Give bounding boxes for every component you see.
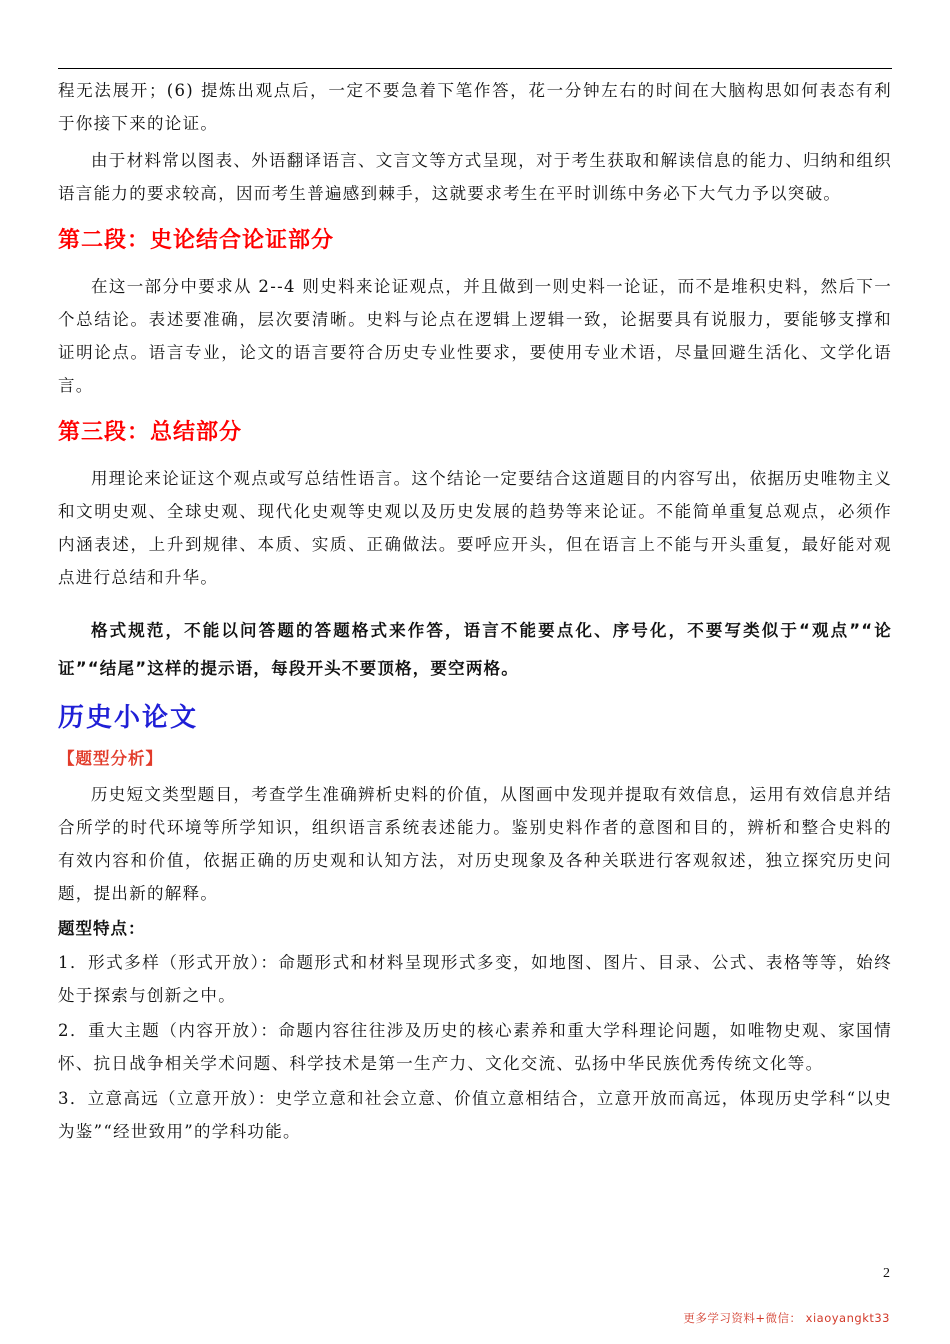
section3-body: 用理论来论证这个观点或写总结性语言。这个结论一定要结合这道题目的内容写出，依据历史唯物主义和文明史观、全球史观、现代化史观等史观以及历史发展的趋势等来论证。不能简单重复总观点，必须作内涵表述，上升到规律、本质、实质、正确做法。要呼应开头，但在语言上不能与开头重复，最好能对观点进行总结和升华。 bbox=[58, 469, 892, 587]
features-label: 题型特点： bbox=[58, 919, 146, 938]
page-number: 2 bbox=[883, 1266, 890, 1281]
continuation-paragraph: 程无法展开；(6) 提炼出观点后，一定不要急着下笔作答，花一分钟左右的时间在大脑构思如何表态有利于你接下来的论证。 bbox=[58, 81, 892, 133]
section2-body: 在这一部分中要求从 2--4 则史料来论证观点，并且做到一则史料一论证，而不是堆积史料，然后下一个总结论。表述要准确，层次要清晰。史料与论点在逻辑上逻辑一致，论据要具有说服力，要能够支撑和证明论点。语言专业，论文的语言要符合历史专业性要求，要使用专业术语，尽量回避生活化、文学化语言。 bbox=[58, 277, 892, 395]
intro-paragraph: 由于材料常以图表、外语翻译语言、文言文等方式呈现，对于考生获取和解读信息的能力、归纳和组织语言能力的要求较高，因而考生普遍感到棘手，这就要求考生在平时训练中务必下大气力予以突破。 bbox=[58, 151, 892, 203]
section3-heading: 第三段：总结部分 bbox=[58, 420, 243, 445]
essay-title: 历史小论文 bbox=[58, 703, 199, 733]
analysis-body: 历史短文类型题目，考查学生准确辨析史料的价值，从图画中发现并提取有效信息，运用有效信息并结合所学的时代环境等所学知识，组织语言系统表述能力。鉴别史料作者的意图和目的，辨析和整合史料的有效内容和价值，依据正确的历史观和认知方法，对历史现象及各种关联进行客观叙述，独立探究历史问题，提出新的解释。 bbox=[58, 785, 892, 903]
feature-item: 3．立意高远（立意开放）：史学立意和社会立意、价值立意相结合，立意开放而高远，体现历史学科“以史为鉴”“经世致用”的学科功能。 bbox=[58, 1089, 892, 1141]
feature-item: 1．形式多样（形式开放）：命题形式和材料呈现形式多变，如地图、图片、目录、公式、表格等等，始终处于探索与创新之中。 bbox=[58, 953, 892, 1005]
feature-item: 2．重大主题（内容开放）：命题内容往往涉及历史的核心素养和重大学科理论问题，如唯物史观、家国情怀、抗日战争相关学术问题、科学技术是第一生产力、文化交流、弘扬中华民族优秀传统文化等。 bbox=[58, 1021, 892, 1073]
format-note: 格式规范，不能以问答题的答题格式来作答，语言不能要点化、序号化，不要写类似于“观点”“论证”“结尾”这样的提示语，每段开头不要顶格，要空两格。 bbox=[58, 621, 892, 678]
footer-note: 更多学习资料+微信： xiaoyangkt33 bbox=[683, 1311, 890, 1325]
page-content bbox=[58, 74, 892, 1148]
header-rule bbox=[58, 68, 892, 69]
analysis-tag: 【题型分析】 bbox=[58, 749, 163, 768]
section2-heading: 第二段：史论结合论证部分 bbox=[58, 228, 335, 253]
